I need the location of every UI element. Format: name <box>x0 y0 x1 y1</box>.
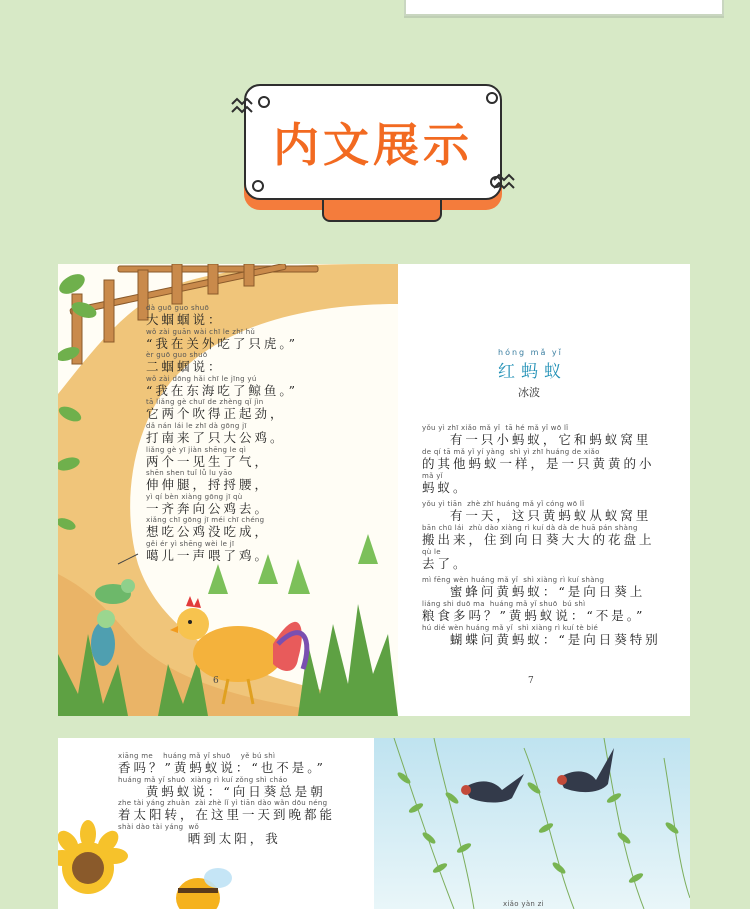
badge-card <box>244 84 502 200</box>
badge-dot-icon <box>486 92 498 104</box>
text-line: dǎ nán lái le zhī dà gōng jī 打南来了只大公鸡。 <box>146 421 286 445</box>
text-line: xiāng me huáng mǎ yǐ shuō yě bú shì 香吗？”黄蚂蚁说：“也不是。” <box>118 752 326 775</box>
bottom-pinyin: xiǎo yàn zi <box>503 900 544 908</box>
left-page-text <box>146 304 298 564</box>
top-card-edge <box>404 0 724 16</box>
text-line: gěi ér yì shēng wèi le jī 噶儿一声喂了鸡。 <box>146 539 271 563</box>
text-line: huáng mǎ yǐ shuō xiàng rì kuí zǒng shì cháo 黄蚂蚁说：“向日葵总是朝 <box>118 775 326 799</box>
text-line: shài dào tài yáng wǒ 晒到太阳，我 <box>118 822 281 846</box>
book-spread-1 <box>58 264 690 716</box>
text-line: liǎng gè yī jiàn shēng le qì 两个一见生了气， <box>146 445 271 469</box>
text-line: de qí tā mǎ yǐ yí yàng shì yì zhī huáng de xiǎo 的其他蚂蚁一样，是一只黄黄的小 <box>422 448 655 471</box>
text-line: èr guō guo shuō 二蝈蝈说： <box>146 351 224 375</box>
book-spread-2 <box>58 738 690 909</box>
text-line: qù le 去了。 <box>422 548 469 571</box>
text-line: dà guō guo shuō 大蝈蝈说： <box>146 304 224 327</box>
text-line: yì qí bèn xiàng gōng jī qù 一齐奔向公鸡去。 <box>146 492 271 516</box>
story-title-pinyin: hóng mǎ yǐ <box>498 348 563 357</box>
text-line: yǒu yì zhī xiǎo mǎ yǐ tā hé mǎ yǐ wō lǐ 有一只小蚂蚁，它和蚂蚁窝里 <box>422 424 652 447</box>
text-line: shēn shen tuǐ lǚ lu yāo 伸伸腿，捋捋腰， <box>146 469 271 493</box>
left-page-number: 6 <box>213 676 219 686</box>
story-title: 红蚂蚁 <box>498 362 567 382</box>
story-author: 冰波 <box>518 386 540 399</box>
text-line: zhe tài yáng zhuàn zài zhè lǐ yì tiān dào wǎn dōu néng 着太阳转，在这里一天到晚都能 <box>118 799 336 823</box>
swallows-willow-illustration <box>374 738 690 909</box>
text-line: wǒ zài guān wài chī le zhī hǔ “我在关外吃了只虎。” <box>146 327 299 351</box>
text-line: yǒu yì tiān zhè zhī huáng mǎ yǐ cóng wō lǐ 有一天，这只黄蚂蚁从蚁窝里 <box>422 500 652 523</box>
right-page-text <box>422 424 661 648</box>
text-line: xiǎng chī gōng jī méi chī chéng 想吃公鸡没吃成， <box>146 516 271 540</box>
text-line: mǎ yǐ 蚂蚁。 <box>422 472 469 495</box>
section-title: 内文展示 <box>273 118 473 172</box>
badge-dot-icon <box>258 96 270 108</box>
zigzag-icon <box>230 96 258 118</box>
zigzag-icon <box>492 172 520 194</box>
text-line: hú dié wèn huáng mǎ yǐ shì xiàng rì kuí tè bié 蝴蝶问黄蚂蚁：“是向日葵特别 <box>422 624 661 647</box>
section-title-badge <box>230 84 530 224</box>
text-line: mì fēng wèn huáng mǎ yǐ shì xiàng rì kuí shàng 蜜蜂问黄蚂蚁：“是向日葵上 <box>422 576 646 599</box>
text-line: tā liǎng gè chuī de zhèng qǐ jìn 它两个吹得正起劲， <box>146 398 286 422</box>
text-line: bān chū lái zhù dào xiàng rì kuí dà dà de huā pán shàng 搬出来，住到向日葵大大的花盘上 <box>422 524 655 547</box>
second-spread-text <box>118 752 335 846</box>
right-page-number: 7 <box>528 676 534 686</box>
text-line: wǒ zài dōng hǎi chī le jīng yú “我在东海吃了鲸鱼。” <box>146 374 299 398</box>
badge-dot-icon <box>252 180 264 192</box>
text-line: liáng shi duō ma huáng mǎ yǐ shuō bú shì 粮食多吗？”黄蚂蚁说：“不是。” <box>422 600 646 623</box>
